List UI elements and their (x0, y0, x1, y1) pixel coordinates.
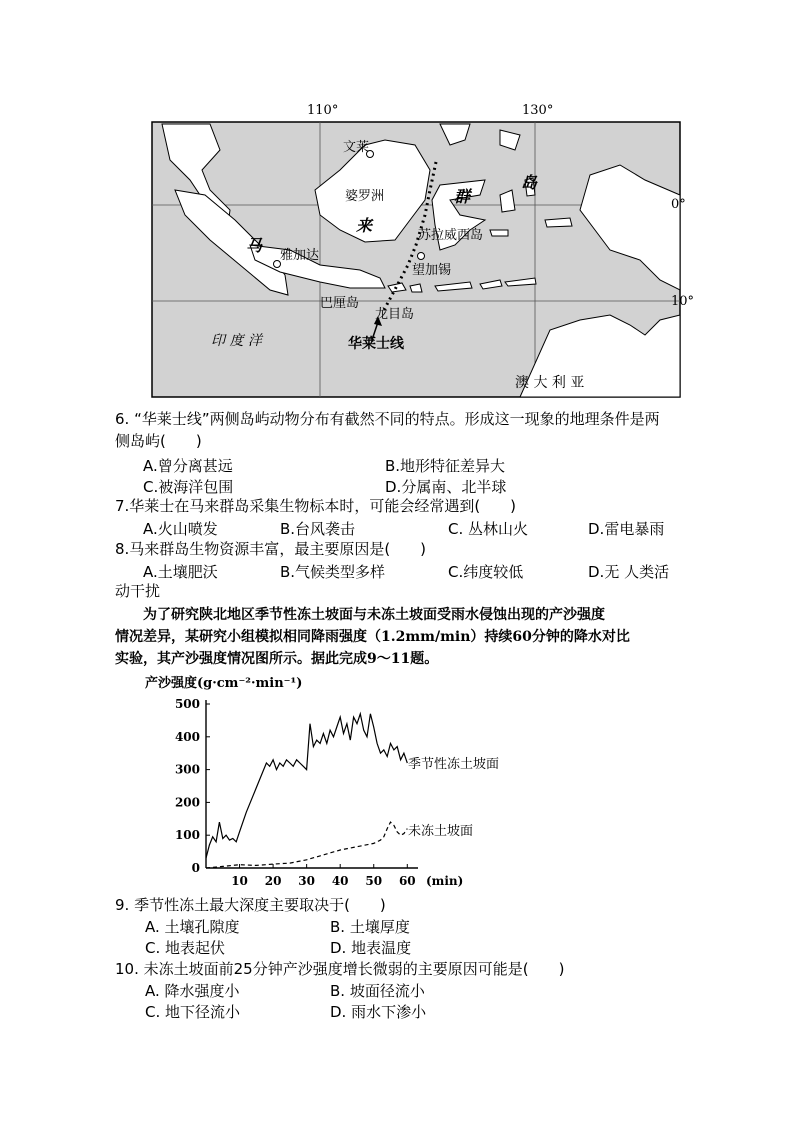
label-bali: 巴厘岛 (320, 296, 360, 311)
lat-label-0: 0° (671, 197, 686, 212)
legend-frozen: 季节性冻土坡面 (408, 757, 500, 772)
q9-option-c[interactable]: C. 地表起伏 (145, 939, 226, 957)
label-sulawesi: 苏拉威西岛 (418, 228, 484, 243)
lat-label-10: 10° (671, 294, 695, 309)
label-wallace-line: 华莱士线 (348, 336, 404, 352)
map-figure (140, 100, 700, 400)
q6-stem-1: 6. “华莱士线”两侧岛屿动物分布有截然不同的特点。形成这一现象的地理条件是两 (115, 410, 660, 428)
q7-option-b[interactable]: B.台风袭击 (280, 520, 356, 538)
q6-option-c[interactable]: C.被海洋包围 (143, 478, 234, 496)
archipelago-char-3: 群 (454, 187, 471, 206)
q8-option-d[interactable]: D.无 人类活 (588, 563, 670, 581)
series-frozen-line (206, 714, 407, 858)
q7-option-a[interactable]: A.火山喷发 (143, 520, 218, 538)
passage-line-2: 情况差异，某研究小组模拟相同降雨强度（1.2mm/min）持续60分钟的降水对比 (115, 629, 630, 645)
sediment-chart (160, 690, 560, 895)
q6-stem-2: 侧岛屿( ) (115, 432, 202, 450)
y-tick-label: 100 (174, 828, 200, 843)
x-tick-label: 40 (331, 874, 349, 888)
q9-stem: 9. 季节性冻土最大深度主要取决于( ) (115, 896, 386, 914)
q6-option-d[interactable]: D.分属南、北半球 (385, 478, 507, 496)
label-makassar: 望加锡 (412, 263, 452, 278)
q9-option-a[interactable]: A. 土壤孔隙度 (145, 918, 240, 936)
q10-option-b[interactable]: B. 坡面径流小 (330, 982, 425, 1000)
x-tick-label: 20 (264, 874, 282, 888)
lon-label-130: 130° (522, 103, 554, 118)
q8-option-b[interactable]: B.气候类型多样 (280, 563, 386, 581)
x-tick-label: 50 (365, 874, 383, 888)
passage-line-1: 为了研究陕北地区季节性冻土坡面与未冻土坡面受雨水侵蚀出现的产沙强度 (143, 607, 605, 623)
q10-option-c[interactable]: C. 地下径流小 (145, 1003, 241, 1021)
q10-option-a[interactable]: A. 降水强度小 (145, 982, 240, 1000)
q8-option-d-continuation: 动干扰 (115, 582, 161, 600)
q9-option-d[interactable]: D. 地表温度 (330, 939, 412, 957)
y-tick-label: 200 (174, 795, 200, 810)
x-tick-label: 60 (398, 874, 416, 888)
q7-option-c[interactable]: C. 丛林山火 (448, 520, 529, 538)
series-unfrozen-line (206, 822, 407, 868)
q8-option-a[interactable]: A.土壤肥沃 (143, 563, 218, 581)
q10-stem: 10. 未冻土坡面前25分钟产沙强度增长微弱的主要原因可能是( ) (115, 960, 565, 978)
q6-option-a[interactable]: A.曾分离甚远 (143, 457, 233, 475)
label-jakarta: 雅加达 (280, 248, 320, 263)
y-tick-label: 0 (191, 861, 200, 875)
q10-option-d[interactable]: D. 雨水下渗小 (330, 1003, 427, 1021)
y-tick-label: 500 (174, 697, 200, 711)
legend-unfrozen: 未冻土坡面 (408, 824, 474, 839)
passage-line-3: 实验，其产沙强度情况图所示。据此完成9～11题。 (115, 651, 439, 667)
label-indian-ocean: 印 度 洋 (211, 333, 262, 349)
x-axis-label: (min) (426, 874, 464, 888)
lon-label-110: 110° (307, 103, 339, 118)
q9-option-b[interactable]: B. 土壤厚度 (330, 918, 410, 936)
label-lombok: 龙目岛 (375, 307, 415, 322)
label-brunei: 文莱 (343, 140, 370, 155)
label-borneo: 婆罗洲 (345, 189, 385, 204)
chart-ylabel: 产沙强度(g·cm⁻²·min⁻¹) (145, 676, 303, 691)
archipelago-char-4: 岛 (521, 173, 538, 192)
y-tick-label: 300 (174, 762, 200, 777)
map-svg (140, 100, 700, 400)
q7-option-d[interactable]: D.雷电暴雨 (588, 520, 665, 538)
q8-option-c[interactable]: C.纬度较低 (448, 563, 524, 581)
label-australia: 澳 大 利 亚 (515, 375, 585, 391)
q8-stem: 8.马来群岛生物资源丰富，最主要原因是( ) (115, 540, 427, 558)
archipelago-char-2: 来 (356, 216, 373, 235)
x-tick-label: 10 (231, 874, 248, 888)
archipelago-char-1: 马 (246, 236, 263, 255)
y-tick-label: 400 (174, 729, 200, 744)
x-tick-label: 30 (298, 874, 315, 888)
q6-option-b[interactable]: B.地形特征差异大 (385, 457, 506, 475)
q7-stem: 7.华莱士在马来群岛采集生物标本时，可能会经常遇到( ) (115, 497, 517, 515)
